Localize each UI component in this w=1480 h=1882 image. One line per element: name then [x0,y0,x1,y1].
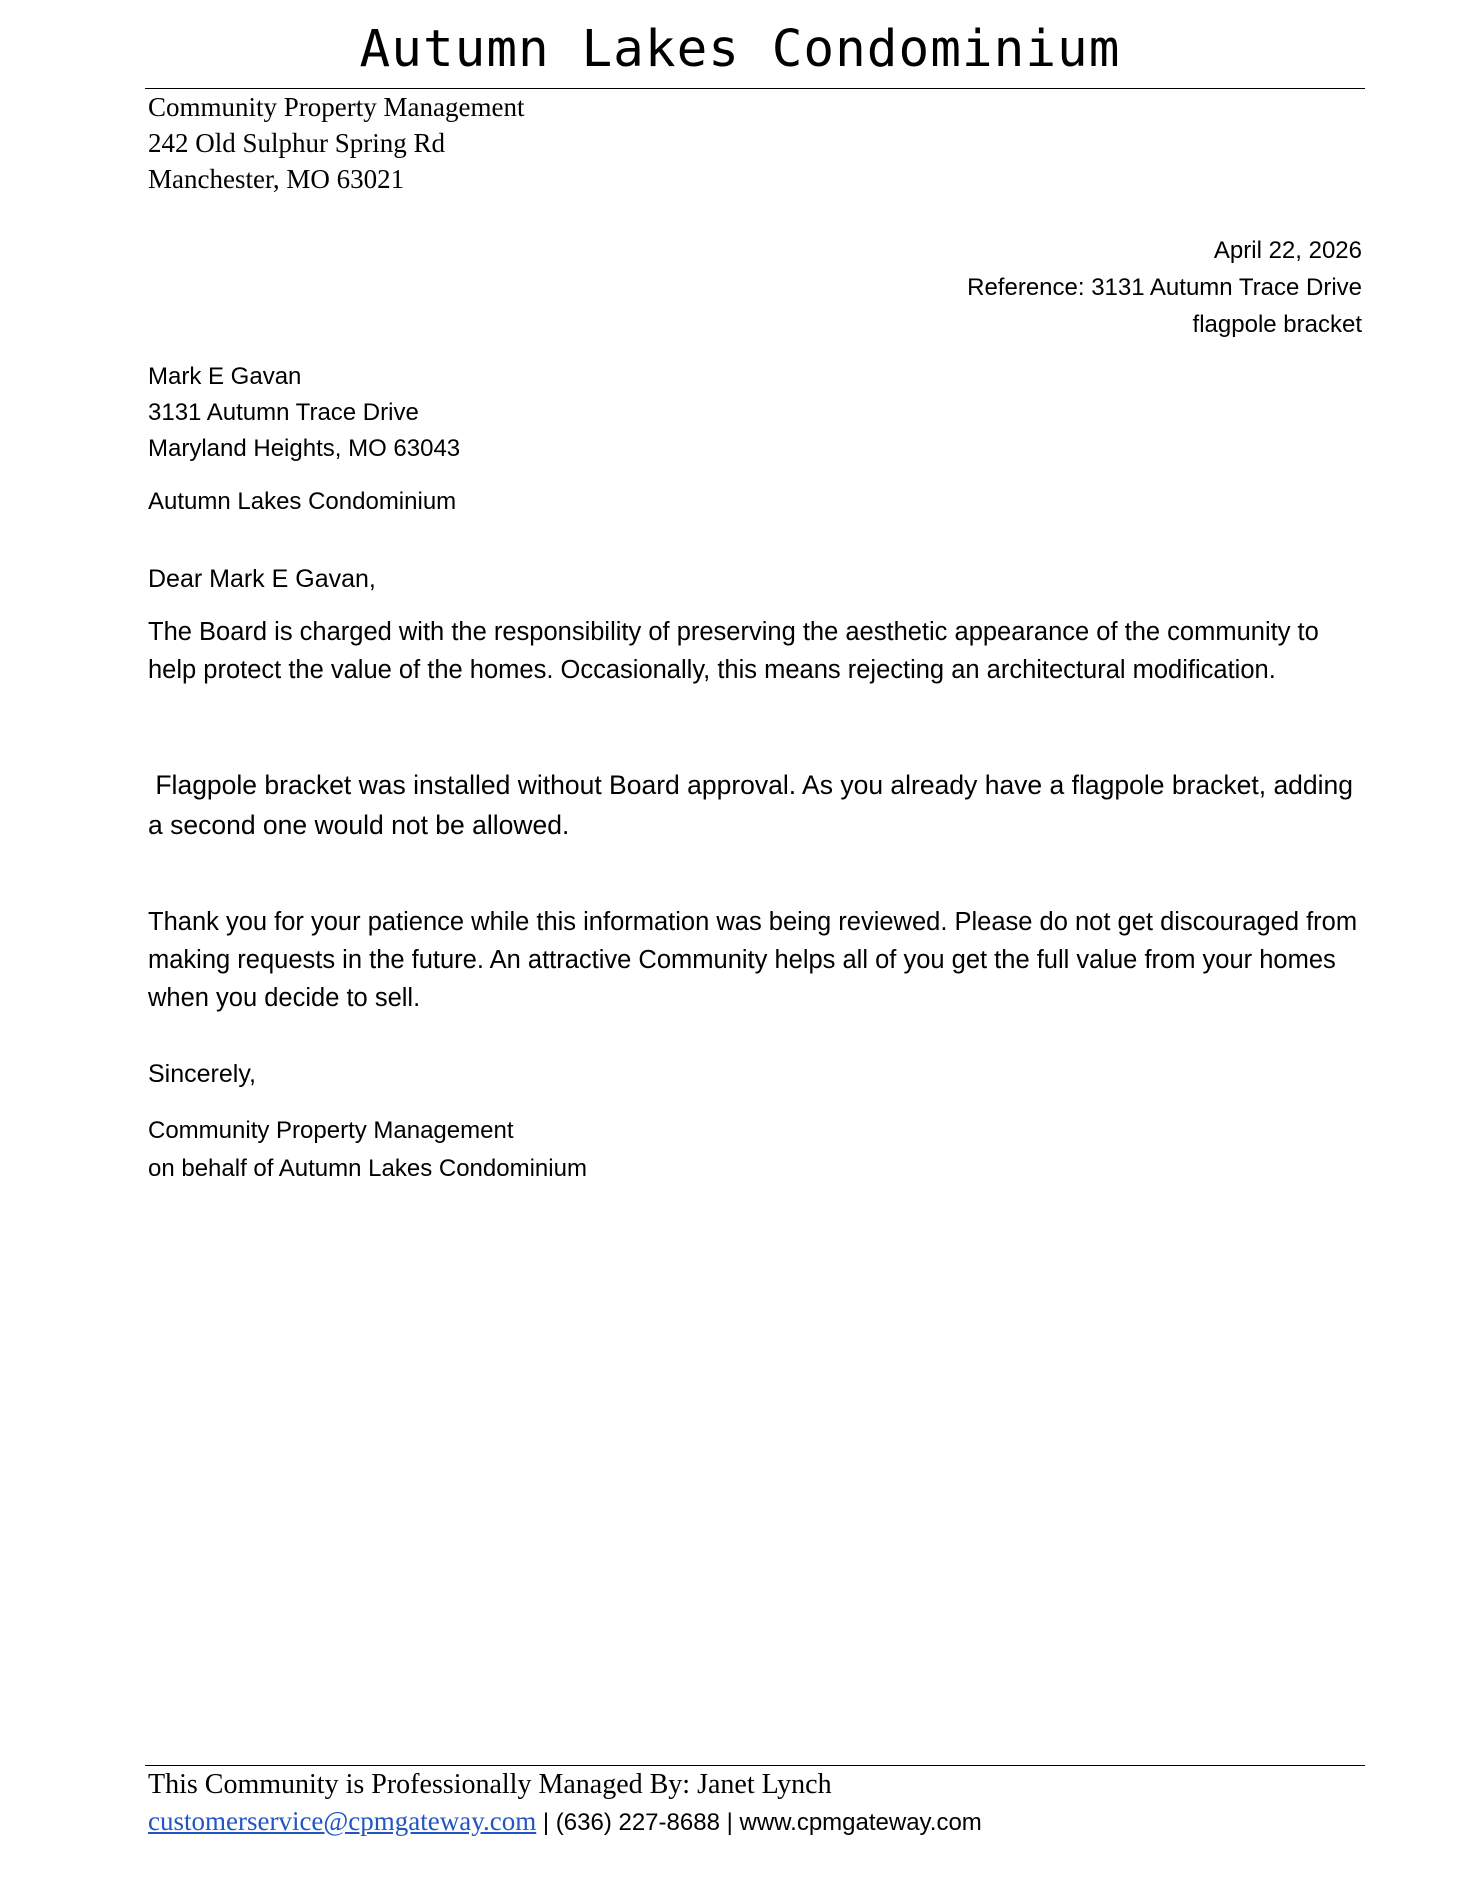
reference-subject: flagpole bracket [1192,311,1362,338]
letter-reference: Reference: 3131 Autumn Trace Drive [967,274,1362,301]
recipient-city: Maryland Heights, MO 63043 [148,435,461,462]
footer-managed-by: This Community is Professionally Managed By: Janet Lynch [148,1769,832,1800]
letterhead-title: Autumn Lakes Condominium [359,20,1121,79]
footer-phone-website: | (636) 227-8688 | www.cpmgateway.com [536,1809,982,1836]
on-behalf-line: on behalf of Autumn Lakes Condominium [148,1155,587,1182]
body-paragraph-1: The Board is charged with the responsibility of preserving the aesthetic appearance of the community to help protect the value of the homes. Occasionally, this means rejecting an architectural modification. [148,618,1319,684]
recipient-association: Autumn Lakes Condominium [148,488,457,515]
recipient-name: Mark E Gavan [148,363,302,390]
salutation: Dear Mark E Gavan, [148,565,376,593]
sender-name: Community Property Management [148,92,525,122]
footer-divider [145,1765,1365,1766]
footer-contact [148,1803,982,1841]
valediction: Sincerely, [148,1060,256,1088]
letter-date: April 22, 2026 [1213,237,1362,264]
footer-email-link[interactable]: customerservice@cpmgateway.com [148,1806,537,1836]
recipient-street: 3131 Autumn Trace Drive [148,399,419,426]
sender-city: Manchester, MO 63021 [148,164,405,194]
sender-street: 242 Old Sulphur Spring Rd [148,128,446,158]
signatory: Community Property Management [148,1117,514,1144]
body-paragraph-3: Thank you for your patience while this information was being reviewed. Please do not get discouraged from making requests in the future. An attractive Community helps all of you get the full value from your homes when you decide to sell. [148,908,1358,1012]
body-paragraph-2: Flagpole bracket was installed without Board approval. As you already have a flagpole bracket, adding a second one would not be allowed. [148,770,1361,840]
